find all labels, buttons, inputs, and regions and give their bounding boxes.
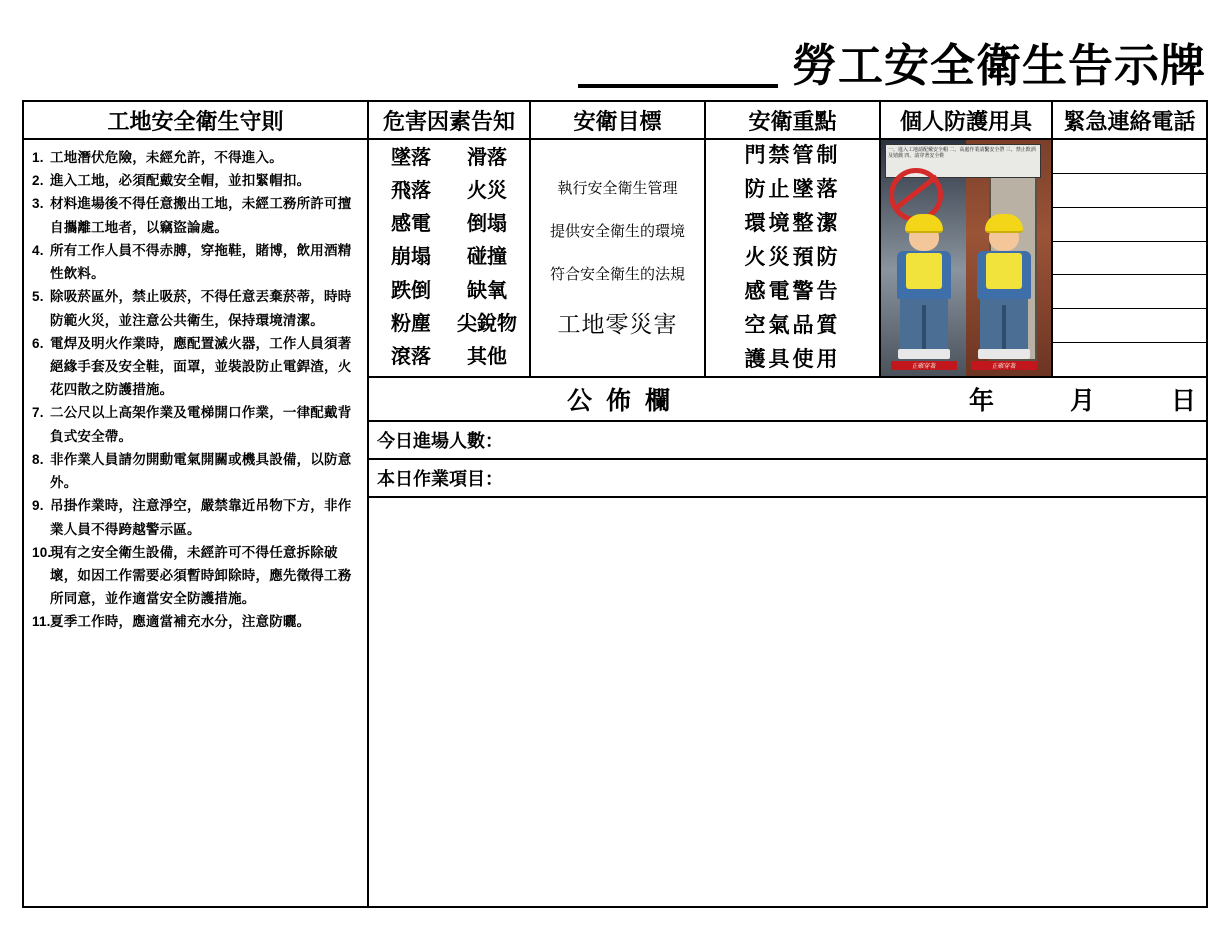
hazard-item: 滑落	[467, 146, 507, 169]
ppe-column	[881, 140, 1053, 376]
rule-item	[32, 239, 359, 285]
key-item: 空氣品質	[744, 314, 841, 338]
goal-item: 執行安全衛生管理	[557, 180, 678, 197]
goal-item: 提供安全衛生的環境	[549, 223, 685, 240]
safety-boots	[978, 349, 1030, 359]
announcement-date	[969, 381, 1196, 417]
rule-number: 7.	[32, 405, 44, 421]
right-section	[369, 140, 1206, 906]
hazard-item: 尖銳物	[457, 312, 517, 335]
rule-text: 所有工作人員不得赤膊，穿拖鞋，賭博，飲用酒精性飲料。	[50, 242, 352, 282]
rule-item	[32, 448, 359, 494]
rule-text: 進入工地，必須配戴安全帽，並扣緊帽扣。	[50, 173, 311, 189]
hazard-item: 感電	[391, 213, 431, 236]
phone-row[interactable]	[1053, 275, 1206, 309]
worker-figure-left	[887, 223, 961, 370]
hazard-item: 碰撞	[467, 246, 507, 269]
rule-number: 8.	[32, 451, 44, 467]
rule-item	[32, 401, 359, 447]
helmet-icon	[985, 214, 1023, 233]
key-item: 門禁管制	[744, 143, 841, 167]
date-month-label: 月	[1069, 387, 1095, 415]
rule-number: 4.	[32, 242, 44, 258]
rule-number: 3.	[32, 196, 44, 212]
hazard-item: 滾落	[391, 345, 431, 368]
hazard-item: 倒塌	[467, 213, 507, 236]
rule-item	[32, 541, 359, 611]
key-list	[706, 140, 879, 376]
rule-text: 除吸菸區外，禁止吸菸，不得任意丟棄菸蒂，時時防範火災，並注意公共衛生，保持環境清潔。	[50, 289, 352, 328]
phone-column	[1053, 140, 1206, 376]
board-body	[24, 140, 1206, 906]
rule-item	[32, 332, 359, 402]
worker-legs	[900, 299, 948, 349]
announcement-bar	[369, 378, 1206, 422]
goal-item: 符合安全衛生的法規	[549, 266, 685, 283]
rule-text: 材料進場後不得任意搬出工地，未經工務所許可擅自攜離工地者，以竊盜論處。	[50, 196, 352, 235]
ppe-photo	[881, 140, 1051, 376]
rule-number: 2.	[32, 173, 44, 189]
board-title	[0, 26, 1230, 91]
rule-number: 1.	[32, 150, 44, 165]
worker-torso	[897, 251, 951, 299]
key-column	[706, 140, 881, 376]
safety-board	[22, 100, 1208, 908]
header-ppe: 個人防護用具	[881, 102, 1053, 138]
worker-head	[909, 223, 939, 251]
rules-column	[24, 140, 369, 906]
safety-vest	[906, 253, 942, 289]
hazard-item: 火災	[467, 180, 507, 203]
hazard-item: 缺氧	[467, 279, 507, 302]
header-rules: 工地安全衛生守則	[24, 102, 369, 138]
rule-number: 6.	[32, 335, 44, 351]
rule-number: 10.	[32, 544, 52, 560]
rule-item	[32, 285, 359, 331]
today-count-label: 今日進場人數：	[377, 431, 503, 451]
safety-boots	[898, 349, 950, 359]
rule-text: 現有之安全衛生設備，未經許可不得任意拆除破壞，如因工作需要必須暫時卸除時，應先徵得工務所同意，並作適當安全防護措施。	[50, 544, 352, 607]
rule-text: 吊掛作業時，注意淨空，嚴禁靠近吊物下方，非作業人員不得跨越警示區。	[50, 498, 352, 537]
rule-item	[32, 192, 359, 238]
rule-text: 電焊及明火作業時，應配置滅火器，工作人員須著絕緣手套及安全鞋，面罩，並裝設防止電銲渣，火花四散之防護措施。	[50, 335, 352, 398]
worker-head	[989, 223, 1019, 251]
rule-number: 9.	[32, 498, 44, 514]
today-work-field[interactable]	[369, 460, 1206, 498]
header-row	[24, 102, 1206, 140]
worker-legs	[980, 299, 1028, 349]
hazard-item: 飛落	[391, 180, 431, 203]
key-item: 護具使用	[744, 348, 841, 372]
phone-row[interactable]	[1053, 174, 1206, 208]
goal-item-highlight: 工地零災害	[557, 311, 678, 337]
date-day-label: 日	[1170, 387, 1196, 415]
worker-figure-right	[967, 223, 1041, 370]
title-blank-line	[578, 50, 778, 88]
hazard-item: 崩塌	[391, 246, 431, 269]
phone-row[interactable]	[1053, 242, 1206, 276]
hazard-item: 粉塵	[391, 312, 431, 335]
key-item: 環境整潔	[744, 211, 841, 235]
key-item: 火災預防	[744, 246, 841, 269]
rule-item	[32, 610, 359, 633]
rule-item	[32, 494, 359, 540]
header-phone: 緊急連絡電話	[1063, 108, 1196, 134]
header-hazard: 危害因素告知	[369, 102, 531, 138]
hazard-item: 墜落	[391, 146, 431, 169]
safety-vest	[986, 253, 1022, 289]
rule-text: 夏季工作時，應適當補充水分，注意防曬。	[50, 614, 311, 630]
phone-row[interactable]	[1053, 309, 1206, 343]
rule-text: 工地潛伏危險，未經允許，不得進入。	[50, 150, 283, 165]
title-text: 勞工安全衛生告示牌	[791, 40, 1206, 91]
worker-torso	[977, 251, 1031, 299]
worker-caption: 正確穿著	[971, 361, 1037, 370]
announcement-free-area[interactable]	[369, 498, 1206, 906]
phone-list	[1053, 140, 1206, 376]
worker-caption: 正確穿著	[891, 361, 957, 370]
key-item: 防止墜落	[744, 177, 841, 201]
goal-list	[531, 140, 704, 376]
hazard-item: 其他	[467, 345, 507, 368]
goal-column	[531, 140, 706, 376]
today-work-label: 本日作業項目：	[377, 469, 503, 489]
rule-text: 二公尺以上高架作業及電梯開口作業，一律配戴背負式安全帶。	[50, 405, 352, 444]
today-count-field[interactable]	[369, 422, 1206, 460]
hazard-grid	[369, 140, 529, 376]
phone-row[interactable]	[1053, 208, 1206, 242]
header-goal: 安衛目標	[531, 102, 706, 138]
phone-row[interactable]	[1053, 140, 1206, 174]
rule-text: 非作業人員請勿開動電氣開關或機具設備，以防意外。	[50, 451, 352, 491]
header-key: 安衛重點	[706, 102, 881, 138]
rule-item	[32, 169, 359, 192]
rule-item	[32, 146, 359, 169]
ppe-sign: 一、進入工地請配戴安全帽 二、高處作業請繫安全帶 三、禁止飲酒及嬉戲 四、請穿著安全鞋	[885, 144, 1041, 178]
rule-number: 11.	[32, 614, 51, 630]
date-year-label: 年	[968, 387, 994, 415]
top-blocks	[369, 140, 1206, 378]
phone-row[interactable]	[1053, 343, 1206, 376]
key-item: 感電警告	[744, 280, 841, 304]
announcement-title: 公佈欄	[567, 387, 685, 415]
hazard-item: 跌倒	[391, 279, 431, 302]
hazard-column	[369, 140, 531, 376]
rule-number: 5.	[32, 289, 44, 305]
helmet-icon	[905, 214, 943, 233]
